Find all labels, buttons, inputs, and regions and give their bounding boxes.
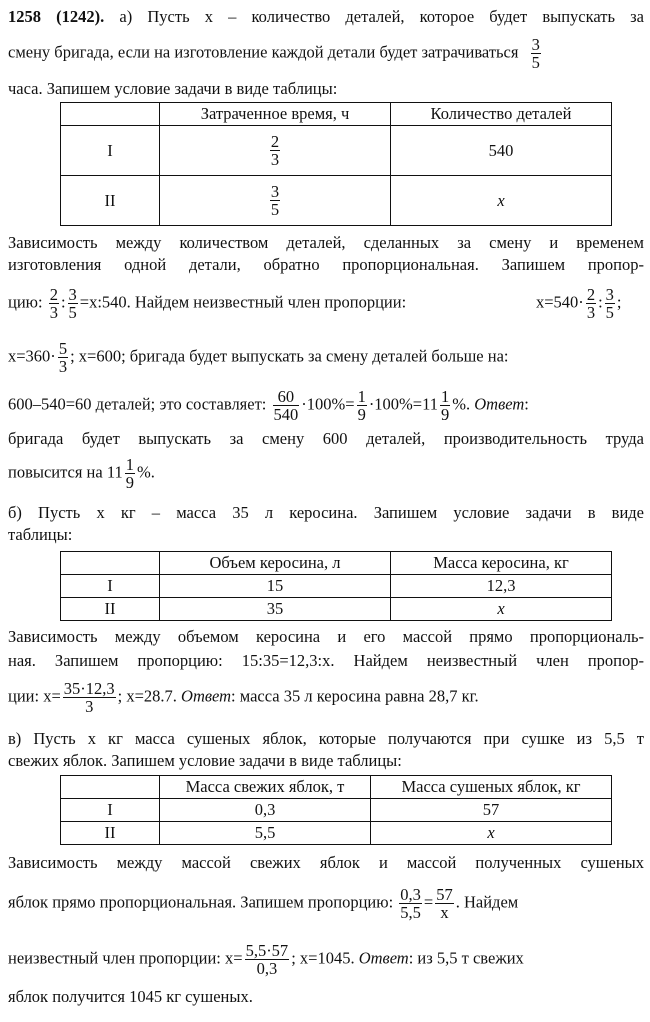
- paragraph-c-line2: яблок прямо пропорциональная. Запишем пропорцию: $\frac{0,3}{5,5}$ = $\frac{57}{x}$ . Найдем: [8, 885, 519, 922]
- header-count: Количество деталей: [391, 103, 612, 126]
- table-row: I 0,3 57: [61, 799, 612, 822]
- answer-label: Ответ: [474, 394, 525, 414]
- paragraph-b-line2: ная. Запишем пропорцию: 15:35=12,3:x. Найдем неизвестный член пропор-: [8, 651, 644, 670]
- part-a-line1: 1258 (1242). а) Пусть x – количество деталей, которое будет выпускать за: [8, 7, 644, 26]
- paragraph-b-line1: Зависимость между объемом керосина и его массой прямо пропорциональ-: [8, 627, 644, 646]
- paragraph-c-line1: Зависимость между массой свежих яблок и массой полученных сушеных: [8, 853, 644, 872]
- table-row: I 15 12,3: [61, 575, 612, 598]
- paragraph-a-line1: Зависимость между количеством деталей, сделанных за смену и временем: [8, 233, 644, 252]
- part-c-line2: свежих яблок. Запишем условие задачи в виде таблицы:: [8, 751, 402, 770]
- part-a-line3: часа. Запишем условие задачи в виде таблицы:: [8, 79, 338, 98]
- part-b-line2: таблицы:: [8, 525, 73, 544]
- paragraph-a-line4: x=360· $\frac{5}{3}$ ; x=600; бригада будет выпускать за смену деталей больше на:: [8, 339, 509, 376]
- paragraph-a-line3: цию: $\frac{2}{3}$ : $\frac{3}{5}$ =x:540. Найдем неизвестный член пропорции:: [8, 285, 407, 322]
- part-a-line2: смену бригада, если на изготовление каждой детали будет затрачиваться $\frac{3}{5}$: [8, 35, 540, 72]
- table-b: Объем керосина, л Масса керосина, кг I 15 12,3 II 35 x: [60, 551, 612, 621]
- fraction: $\frac{3}{5}$: [270, 182, 280, 219]
- paragraph-a-line5: 600–540=60 деталей; это составляет: $\frac{60}{540}$ ·100%= $\frac{1}{9}$ ·100%=11 $\frac{1}{9}$ %. Ответ:: [8, 387, 529, 424]
- table-row: II 5,5 x: [61, 822, 612, 845]
- paragraph-c-line3: неизвестный член пропорции: x= $\frac{5,5\cdot 57}{0,3}$ ; x=1045. Ответ: из 5,5 т свежих: [8, 941, 524, 978]
- paragraph-a-line6: бригада будет выпускать за смену 600 деталей, производительность труда: [8, 429, 644, 448]
- paragraph-b-line3: ции: x= $\frac{35\cdot 12,3}{3}$ ; x=28.7. Ответ: масса 35 л керосина равна 28,7 кг.: [8, 679, 479, 716]
- problem-number: 1258 (1242).: [8, 7, 105, 26]
- header-time: Затраченное время, ч: [160, 103, 391, 126]
- paragraph-a-line7: повысится на 11 $\frac{1}{9}$ %.: [8, 455, 155, 492]
- paragraph-c-line4: яблок получится 1045 кг сушеных.: [8, 987, 253, 1006]
- table-row: II $\frac{3}{5}$ x: [61, 176, 612, 226]
- paragraph-a-line2: изготовления одной детали, обратно пропорциональная. Запишем пропор-: [8, 255, 644, 274]
- fraction-3-5: $\frac{3}{5}$: [531, 35, 540, 72]
- part-c-line1: в) Пусть x кг масса сушеных яблок, которые получаются при сушке из 5,5 т: [8, 729, 644, 748]
- fraction: $\frac{2}{3}$: [270, 132, 280, 169]
- table-row: I $\frac{2}{3}$ 540: [61, 126, 612, 176]
- table-row: II 35 x: [61, 598, 612, 621]
- part-b-line1: б) Пусть x кг – масса 35 л керосина. Запишем условие задачи в виде: [8, 503, 644, 522]
- table-a: [60, 102, 612, 226]
- table-c: Масса свежих яблок, т Масса сушеных яблок, кг I 0,3 57 II 5,5 x: [60, 775, 612, 845]
